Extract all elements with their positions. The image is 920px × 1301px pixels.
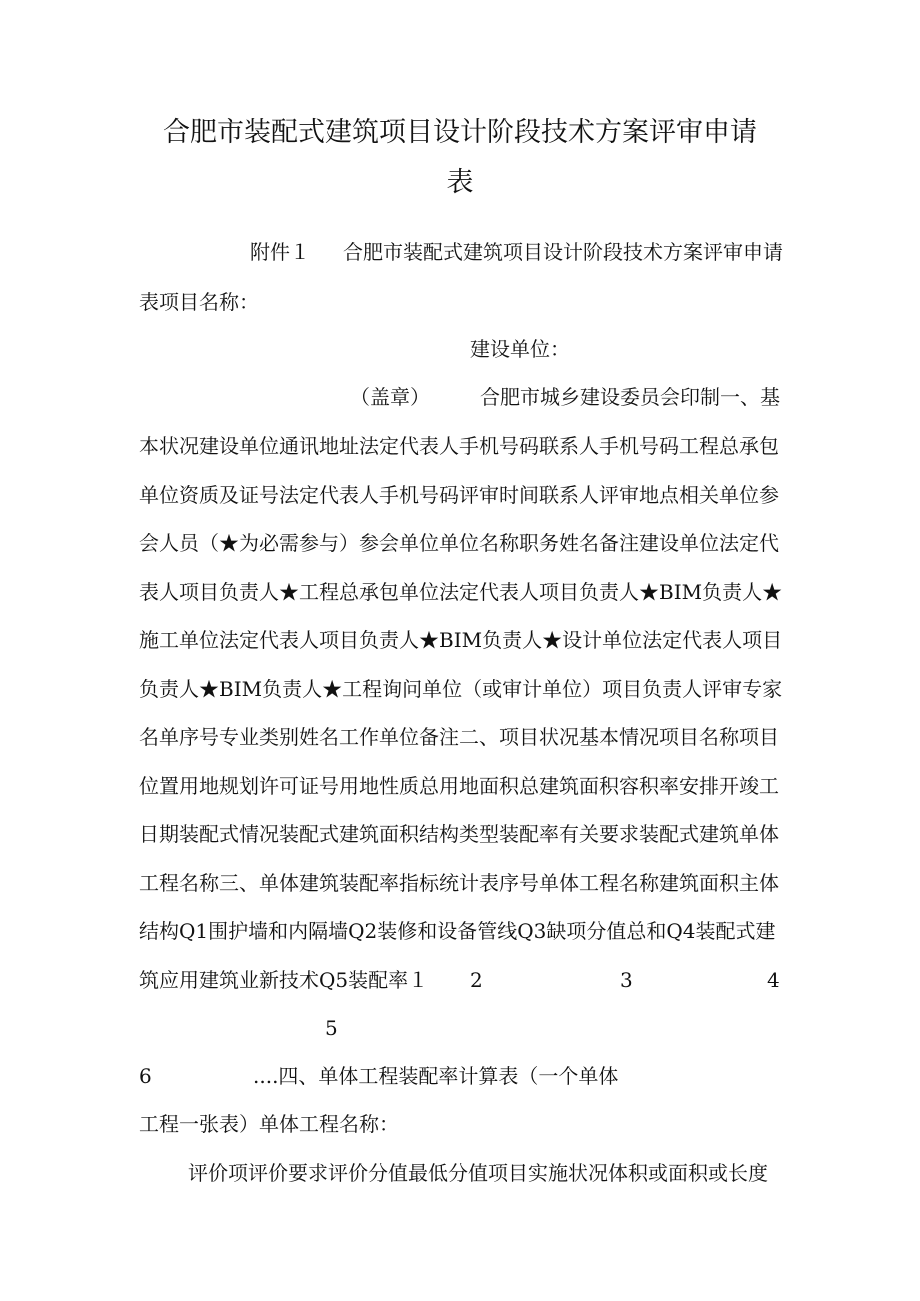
unit-project-name-line: 工程一张表）单体工程名称： xyxy=(139,1112,399,1136)
paragraph-line-1: 本状况建设单位通讯地址法定代表人手机号码联系人手机号码工程总承包 xyxy=(139,434,779,458)
evaluation-header-line: 评价项评价要求评价分值最低分值项目实施状况体积或面积或长度 xyxy=(188,1161,768,1185)
paragraph-line-11: 结构Q1围护墙和内隔墙Q2装修和设备管线Q3缺项分值总和Q4装配式建 xyxy=(139,919,776,943)
seal-label: （盖章） xyxy=(350,385,430,409)
paragraph-line-12: 筑应用建筑业新技术Q5装配率１ xyxy=(139,968,429,992)
paragraph-line-3: 会人员（★为必需参与）参会单位单位名称职务姓名备注建设单位法定代 xyxy=(139,531,779,555)
table-index-5: 5 xyxy=(325,1016,338,1040)
document-title-line-1: 合肥市装配式建筑项目设计阶段技术方案评审申请 xyxy=(163,117,757,148)
paragraph-line-2: 单位资质及证号法定代表人手机号码评审时间联系人评审地点相关单位参 xyxy=(139,483,779,507)
attachment-label: 附件１ xyxy=(250,240,310,264)
paragraph-line-7: 名单序号专业类别姓名工作单位备注二、项目状况基本情况项目名称项目 xyxy=(139,725,779,749)
paragraph-line-9: 日期装配式情况装配式建筑面积结构类型装配率有关要求装配式建筑单体 xyxy=(139,822,779,846)
table-index-6: 6 xyxy=(139,1064,152,1088)
issuer-line: 合肥市城乡建设委员会印制一、基 xyxy=(480,385,780,409)
table-index-2: 2 xyxy=(470,968,483,992)
paragraph-line-10: 工程名称三、单体建筑装配率指标统计表序号单体工程名称建筑面积主体 xyxy=(139,871,779,895)
builder-line: 建设单位： xyxy=(470,337,570,361)
paragraph-line-8: 位置用地规划许可证号用地性质总用地面积总建筑面积容积率安排开竣工 xyxy=(139,774,779,798)
project-name-line: 表项目名称： xyxy=(139,290,259,314)
paragraph-line-6: 负责人★BIM负责人★工程询问单位（或审计单位）项目负责人评审专家 xyxy=(139,677,783,701)
attachment-title: 合肥市装配式建筑项目设计阶段技术方案评审申请 xyxy=(343,240,783,264)
paragraph-line-4: 表人项目负责人★工程总承包单位法定代表人项目负责人★BIM负责人★ xyxy=(139,580,783,604)
section-4-heading: ....四、单体工程装配率计算表（一个单体 xyxy=(253,1064,619,1088)
document-title-line-2: 表 xyxy=(446,167,474,198)
paragraph-line-5: 施工单位法定代表人项目负责人★BIM负责人★设计单位法定代表人项目 xyxy=(139,628,783,652)
table-index-4: 4 xyxy=(767,968,780,992)
table-index-3: 3 xyxy=(620,968,633,992)
